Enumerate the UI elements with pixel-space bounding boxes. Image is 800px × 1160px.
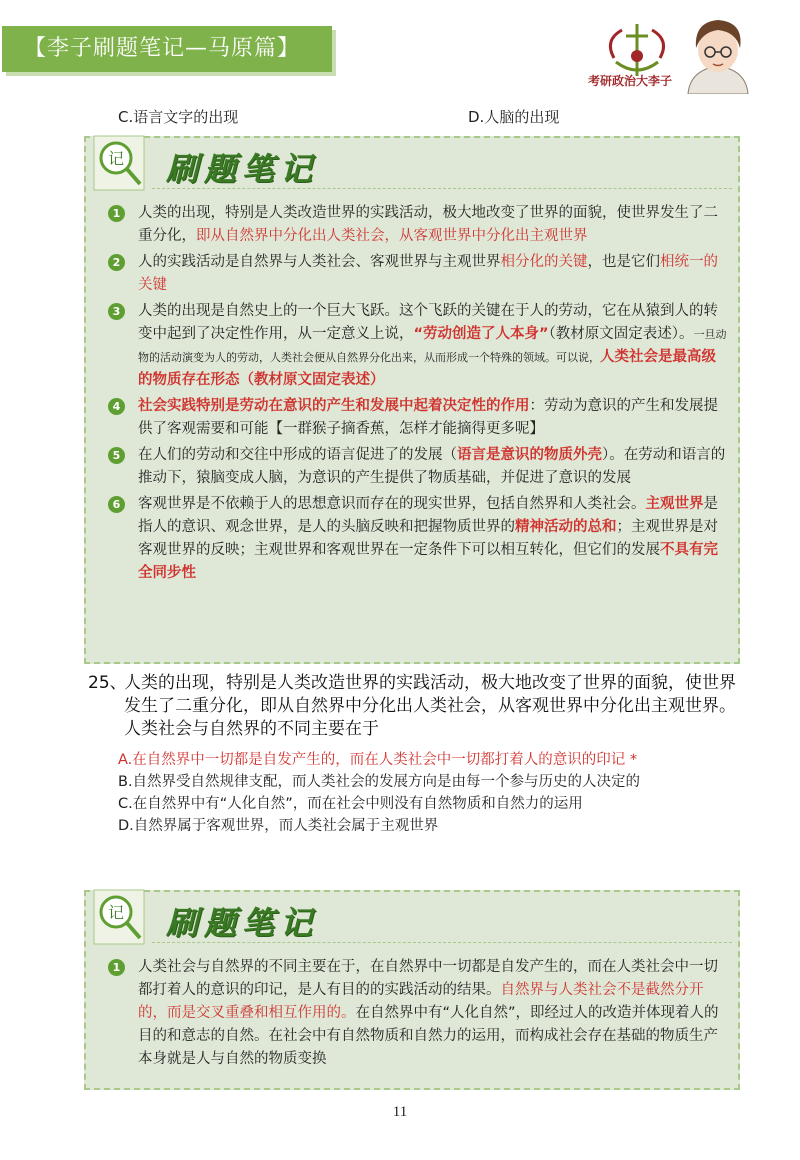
note-text: 在人们的劳动和交往中形成的语言促进了的发展（	[138, 447, 457, 463]
option-d: D.自然界属于客观世界，而人类社会属于主观世界	[118, 818, 439, 834]
answer-options	[118, 750, 738, 838]
note-highlight: 主观世界	[645, 496, 704, 512]
note-highlight: 即从自然界中分化出人类社会，从客观世界中分化出主观世界	[196, 228, 588, 244]
note-header	[86, 138, 738, 196]
note-text: 客观世界是不依赖于人的思想意识而存在的现实世界，包括自然界和人类社会。	[138, 496, 646, 512]
note-item	[86, 202, 738, 248]
note-small-text: 一旦动物的活动演变为人的劳动，人类社会便从自然界分化出来，从而形成一个特殊的领域。可以说，	[138, 328, 727, 364]
logo-text: 考研政治大李子	[588, 74, 673, 88]
svg-text:记: 记	[107, 903, 125, 922]
note-highlight: 相统一的关键	[138, 254, 718, 293]
note-highlight: 语言是意识的物质外壳	[457, 447, 602, 463]
note-text: ，也是它们	[587, 254, 660, 270]
note-list	[86, 956, 738, 1074]
note-header	[86, 892, 738, 950]
magnifier-note-icon	[92, 888, 148, 948]
note-list	[86, 202, 738, 588]
note-text: 在自然界中有“人化自然”，即经过人的改造并体现着人的目的和意志的自然。在社会中有自然物质和自然力的运用，而构成社会存在基础的物质生产本身就是人与自然的物质变换	[138, 1005, 719, 1067]
header-banner: 【李子刷题笔记—马原篇】	[2, 26, 332, 72]
question-text: 人类的出现，特别是人类改造世界的实践活动，极大地改变了世界的面貌，使世界发生了二重分化，即从自然界中分化出人类社会，从客观世界中分化出主观世界。人类社会与自然界的不同主要在于	[124, 673, 736, 739]
note-item	[86, 300, 738, 392]
divider	[152, 942, 732, 943]
number-badge: 6	[108, 496, 125, 513]
note-highlight: 不具有完全同步性	[138, 542, 718, 581]
note-item	[86, 493, 738, 585]
note-box-1	[84, 136, 740, 664]
note-highlight: 相分化的关键	[500, 254, 588, 270]
svg-text:记: 记	[107, 149, 125, 168]
page-number: 11	[392, 1104, 408, 1120]
number-badge: 3	[108, 303, 125, 320]
note-text: 人的实践活动是自然界与人类社会、客观世界与主观世界	[138, 254, 501, 270]
option-a-correct: A.在自然界中一切都是自发产生的，而在人类社会中一切都打着人的意识的印记 *	[118, 752, 638, 768]
note-item	[86, 395, 738, 441]
note-text: 人类的出现，特别是人类改造世界的实践活动，极大地改变了世界的面貌，使世界发生了二重分化，	[138, 205, 718, 244]
note-highlight: 精神活动的总和	[515, 519, 617, 535]
note-text: （教材原文固定表述）。	[548, 326, 694, 342]
note-text: ）。在劳动和语言的推动下，猿脑变成人脑，为意识的产生提供了物质基础，并促进了意识的发展	[138, 447, 726, 486]
divider	[152, 188, 732, 189]
note-text: 人类的出现是自然史上的一个巨大飞跃。这个飞跃的关键在于人的劳动，它在从猿到人的转变中起到了决定性作用，从一定意义上说，	[138, 303, 718, 342]
magnifier-note-icon	[92, 134, 148, 194]
note-highlight: 自然界与人类社会不是截然分开的，而是交叉重叠和相互作用的。	[138, 982, 704, 1021]
prev-option-d: D.人脑的出现	[468, 108, 560, 126]
option-c: C.在自然界中有“人化自然”，而在社会中则没有自然物质和自然力的运用	[118, 796, 583, 812]
note-box-2	[84, 890, 740, 1090]
note-highlight: 人类社会是最高级的物质存在形态（教材原文固定表述）	[138, 349, 716, 388]
note-highlight: 社会实践特别是劳动在意识的产生和发展中起着决定性的作用	[138, 398, 530, 414]
number-badge: 1	[108, 205, 125, 222]
note-item	[86, 444, 738, 490]
question-25	[90, 672, 742, 741]
note-text: ；主观世界是对客观世界的反映；主观世界和客观世界在一定条件下可以相互转化，但它们的发展	[138, 519, 718, 558]
note-title: 刷题笔记	[166, 904, 319, 942]
number-badge: 5	[108, 447, 125, 464]
number-badge: 1	[108, 959, 125, 976]
option-b: B.自然界受自然规律支配，而人类社会的发展方向是由每一个参与历史的人决定的	[118, 774, 641, 790]
note-highlight: “劳动创造了人本身”	[413, 326, 549, 342]
note-text: 人类社会与自然界的不同主要在于，在自然界中一切都是自发产生的，而在人类社会中一切都打着人的意识的印记，是人有目的的实践活动的结果。	[138, 959, 718, 998]
note-title: 刷题笔记	[166, 150, 319, 188]
note-item	[86, 251, 738, 297]
note-text: 是指人的意识、观念世界，是人的头脑反映和把握物质世界的	[138, 496, 718, 535]
number-badge: 2	[108, 254, 125, 271]
note-text: ：劳动为意识的产生和发展提供了客观需要和可能【一群猴子摘香蕉，怎样才能摘得更多呢】	[138, 398, 718, 437]
question-number: 25、	[88, 673, 127, 693]
number-badge: 4	[108, 398, 125, 415]
note-item	[86, 956, 738, 1071]
author-avatar	[682, 14, 754, 94]
prev-option-c: C.语言文字的出现	[118, 108, 239, 126]
